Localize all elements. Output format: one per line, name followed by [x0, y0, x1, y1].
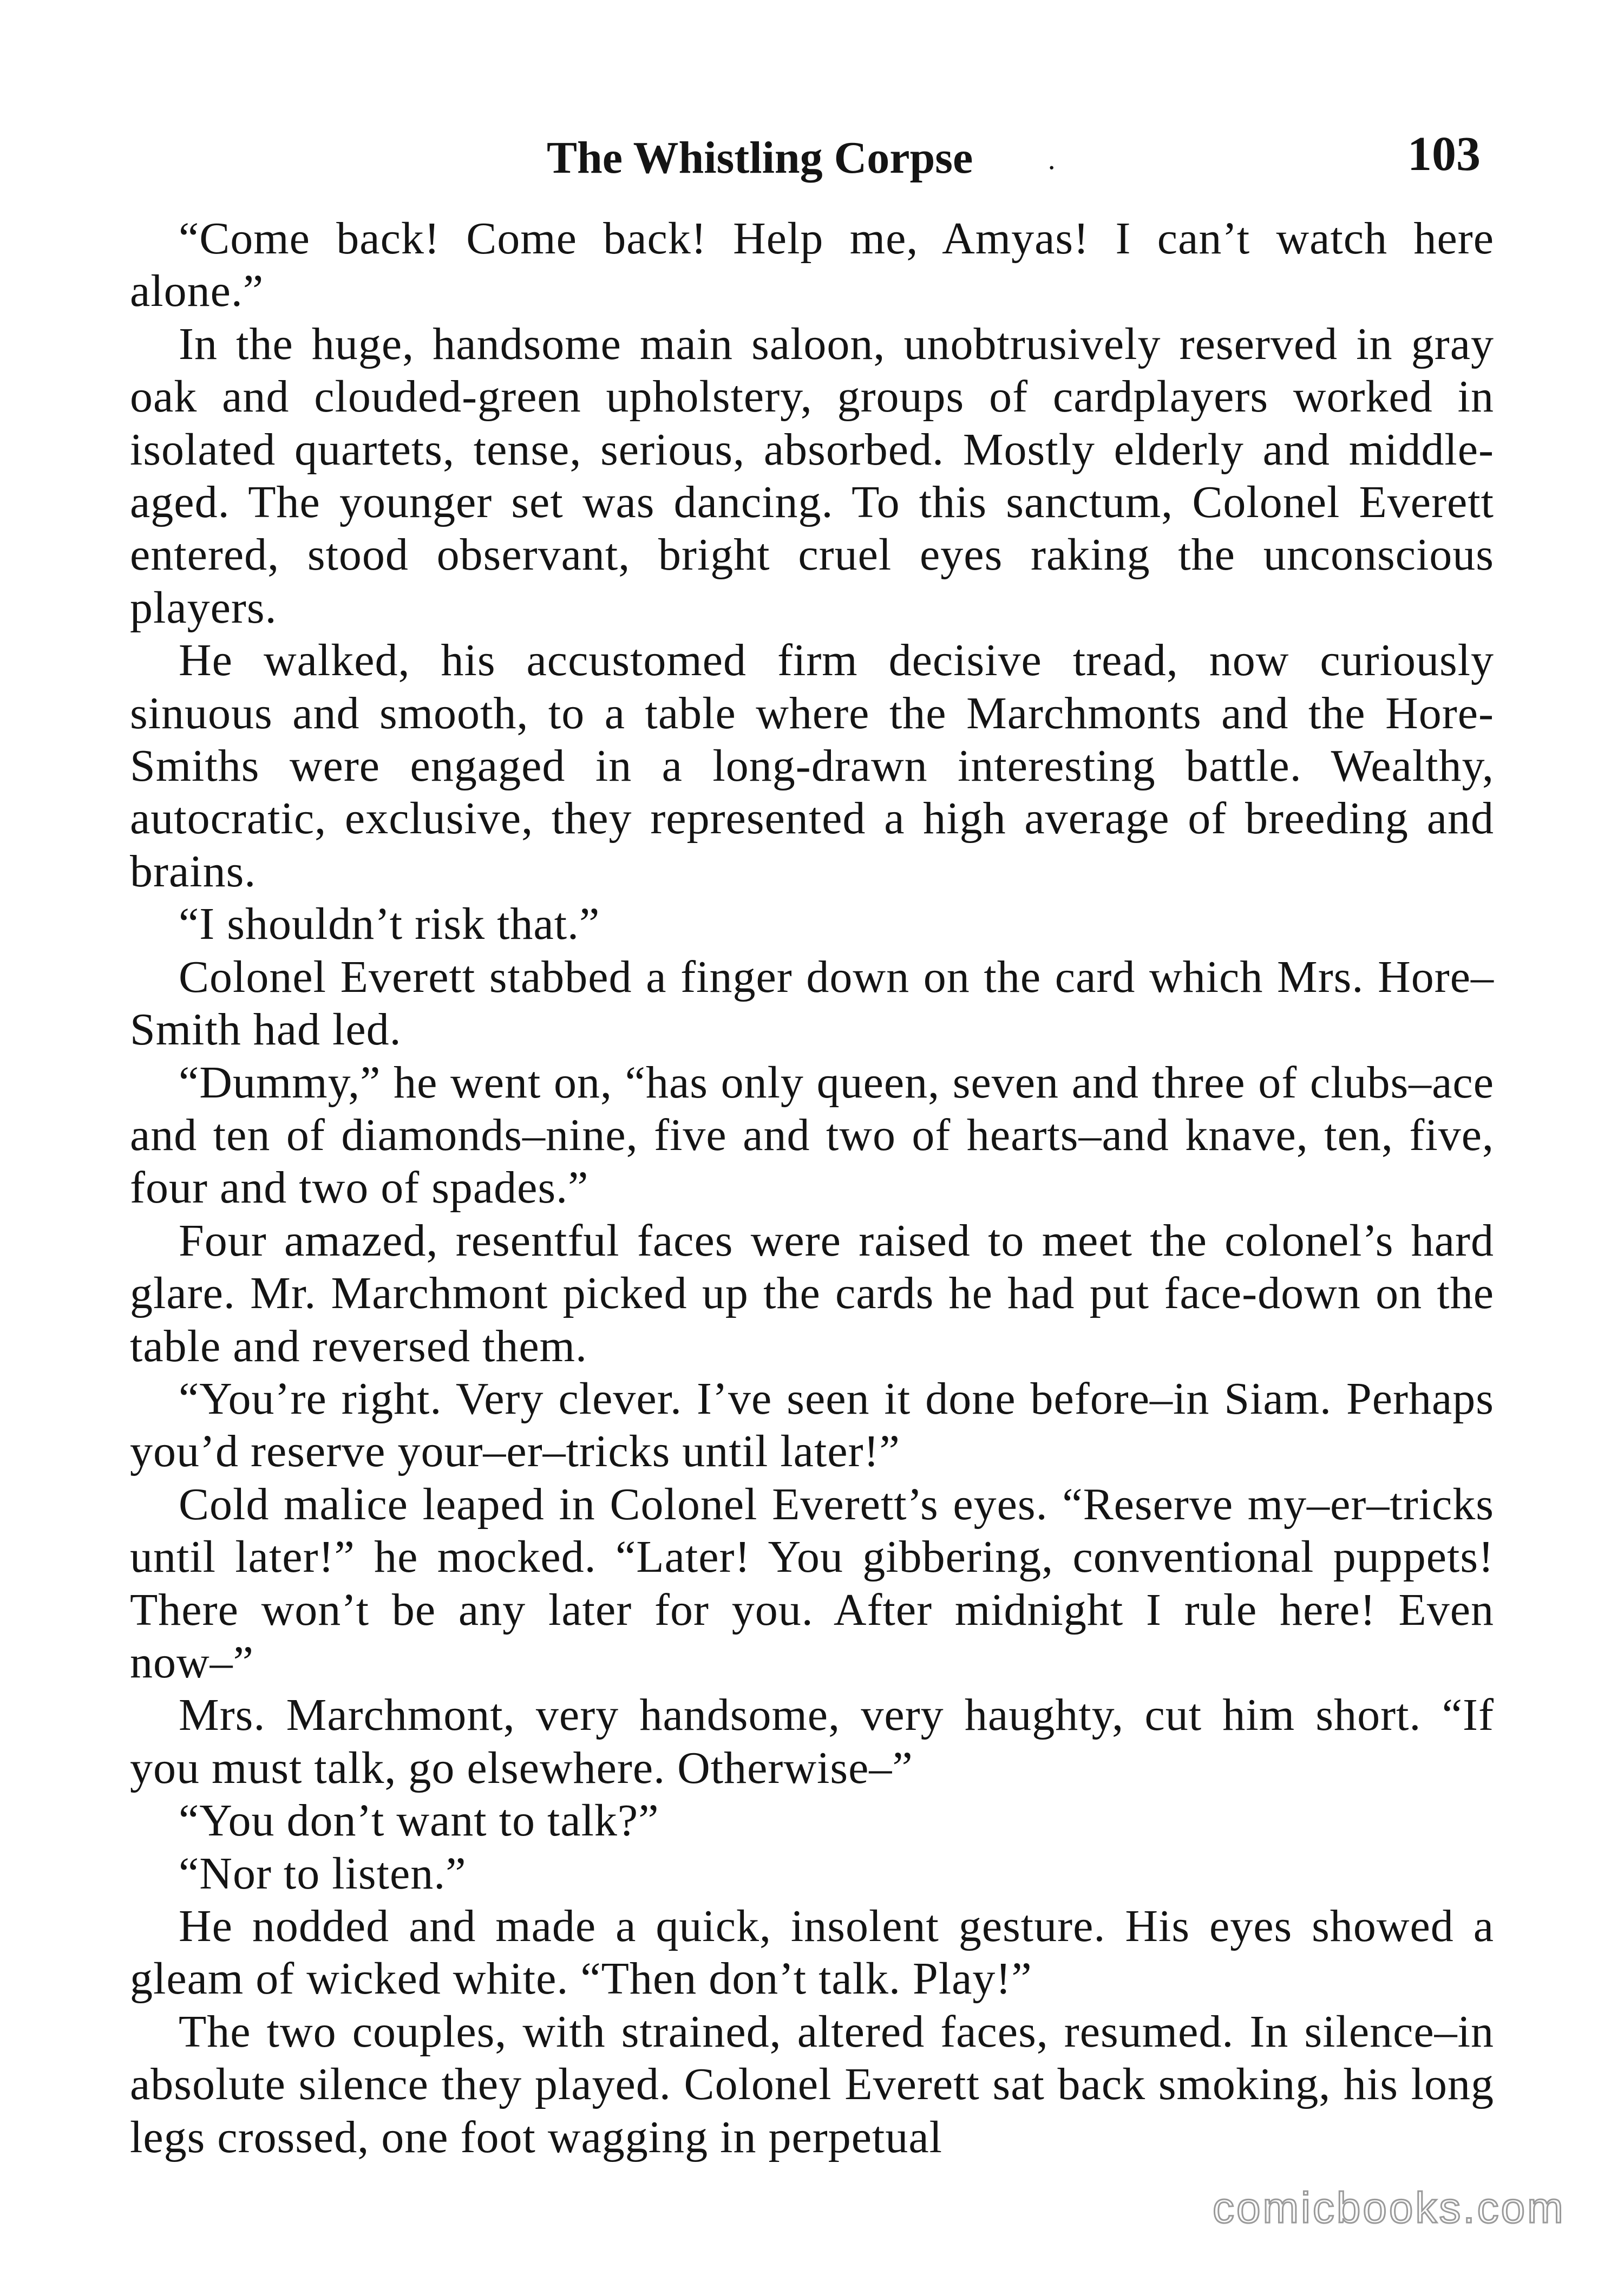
paragraph: He nodded and made a quick, insolent gesture. His eyes showed a gleam of wicked white. “Then don’t talk. Play!”	[130, 1901, 1494, 2004]
watermark: comicbooks.com	[1213, 2184, 1566, 2232]
printer-mark: ·	[1048, 155, 1056, 180]
paragraph: “You don’t want to talk?”	[179, 1795, 659, 1846]
paragraph: The two couples, with strained, altered faces, resumed. In silence–in absolute silence they played. Colonel Everett sat back smoking, his long legs crossed, one foot wagging in perpetual	[130, 2006, 1494, 2162]
paragraph: “I shouldn’t risk that.”	[179, 899, 600, 950]
running-title: The Whistling Corpse	[547, 133, 973, 183]
paragraph: “Come back! Come back! Help me, Amyas! I can’t watch here alone.”	[130, 213, 1494, 317]
paragraph: “Nor to listen.”	[179, 1848, 467, 1899]
paragraph: Mrs. Marchmont, very handsome, very haughty, cut him short. “If you must talk, go elsewhere. Otherwise–”	[130, 1690, 1494, 1793]
running-head	[0, 125, 1624, 200]
paragraph: He walked, his accustomed firm decisive tread, now curiously sinuous and smooth, to a table where the Marchmonts and the Hore-Smiths were engaged in a long-drawn interesting battle. Wealthy, autocratic, exclusive, they represented a high average of breeding and brains.	[130, 635, 1494, 897]
page-number: 103	[1407, 127, 1481, 181]
paragraph: Four amazed, resentful faces were raised to meet the colonel’s hard glare. Mr. Marchmont picked up the cards he had put face-down on the table and reversed them.	[130, 1215, 1494, 1371]
paragraph: “Dummy,” he went on, “has only queen, seven and three of clubs–ace and ten of diamonds–nine, five and two of hearts–and knave, ten, five, four and two of spades.”	[130, 1057, 1494, 1213]
paragraph: Cold malice leaped in Colonel Everett’s eyes. “Reserve my–er–tricks until later!” he mocked. “Later! You gibbering, conventional puppets! There won’t be any later for you. After midnight I rule here! Even now–”	[130, 1479, 1494, 1688]
paragraph: In the huge, handsome main saloon, unobtrusively reserved in gray oak and clouded-green upholstery, groups of cardplayers worked in isolated quartets, tense, serious, absorbed. Mostly elderly and middle-aged. The younger set was dancing. To this sanctum, Colonel Everett entered, stood observant, bright cruel eyes raking the unconscious players.	[130, 318, 1494, 633]
paragraph: Colonel Everett stabbed a finger down on the card which Mrs. Hore–Smith had led.	[130, 951, 1494, 1055]
body-text	[130, 212, 1494, 2164]
paragraph: “You’re right. Very clever. I’ve seen it done before–in Siam. Perhaps you’d reserve your–er–tricks until later!”	[130, 1373, 1494, 1477]
